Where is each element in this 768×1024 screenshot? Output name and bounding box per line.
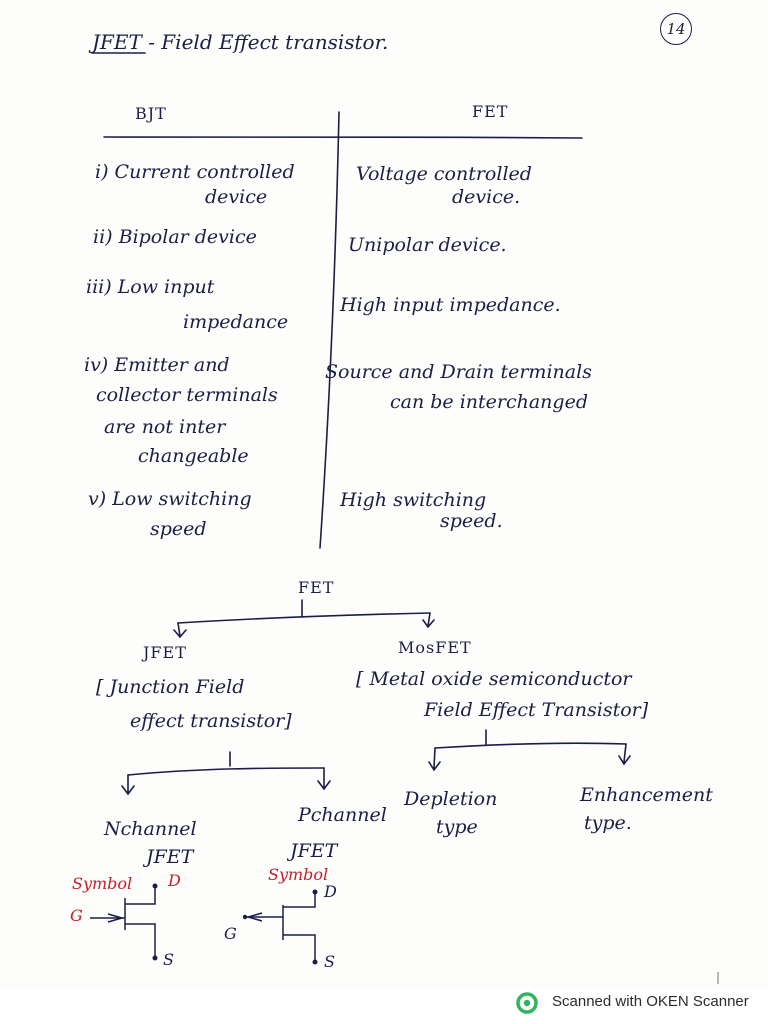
fet-row-2: Unipolar device. [348,234,507,256]
bjt-row-5-line-1: v) Low switching [88,488,252,510]
fet-row-1-line-1: Voltage controlled [356,163,532,185]
depletion-line-1: Depletion [404,788,498,810]
mosfet-full-line-2: Field Effect Transistor] [424,699,649,721]
pchannel-symbol [245,892,315,962]
mosfet-full-line-1: [ Metal oxide semiconductor [356,668,632,690]
jfet-full-line-1: [ Junction Field [96,676,245,698]
depletion-arrow [429,748,440,770]
mosfet-sub-bar [435,743,626,748]
nchannel-line-1: Nchannel [104,818,197,840]
tree-mosfet: MosFET [398,638,472,657]
bjt-row-3-line-2: impedance [183,311,289,333]
mosfet-arrow [423,613,434,627]
tree-root-fet: FET [298,578,335,597]
tree-jfet: JFET [143,643,187,662]
pchannel-arrow [318,768,330,789]
table-divider [320,112,339,548]
bjt-row-4-line-4: changeable [138,445,249,467]
nchannel-drain-label: D [168,871,181,890]
nchannel-symbol-label: Symbol [72,874,133,893]
pchannel-line-1: Pchannel [298,804,387,826]
depletion-line-2: type [436,816,478,838]
nchannel-arrow [122,775,134,794]
bjt-row-3-line-1: iii) Low input [86,276,215,298]
page-number: 14 [660,13,692,45]
enhancement-line-2: type. [584,812,632,834]
nchannel-gate-label: G [70,906,83,925]
pchannel-gate-label: G [224,924,237,943]
pchannel-symbol-label: Symbol [268,865,329,884]
pchannel-line-2: JFET [290,840,338,862]
bjt-row-1-line-1: i) Current controlled [95,161,295,183]
fet-row-3: High input impedance. [340,294,561,316]
header-fet: FET [472,102,509,121]
fet-row-4-line-1: Source and Drain terminals [325,361,592,383]
bjt-row-4-line-2: collector terminals [96,384,278,406]
nchannel-source-label: S [163,950,174,969]
pchannel-drain-label: D [324,882,337,901]
scanner-footer-text: Scanned with OKEN Scanner [552,993,749,1010]
jfet-sub-bar [128,768,324,775]
scanner-logo-icon [516,992,538,1014]
jfet-arrow [174,623,186,637]
fet-row-4-line-2: can be interchanged [390,391,588,413]
nchannel-symbol [90,886,155,958]
bjt-row-1-line-2: device [205,186,268,208]
bjt-row-2: ii) Bipolar device [93,226,257,248]
fet-row-5-line-1: High switching [340,489,487,511]
jfet-full-line-2: effect transistor] [130,710,292,732]
pchannel-source-label: S [324,952,335,971]
fet-bar [178,613,430,623]
enhancement-arrow [619,744,630,764]
header-bjt: BJT [135,104,167,123]
page-title: JFET - Field Effect transistor. [92,30,389,54]
bjt-row-4-line-3: are not inter [104,416,226,438]
bjt-row-4-line-1: iv) Emitter and [84,354,230,376]
fet-row-5-line-2: speed. [440,510,503,532]
table-header-rule [104,137,582,138]
nchannel-line-2: JFET [146,846,194,868]
bjt-row-5-line-2: speed [150,518,207,540]
fet-row-1-line-2: device. [452,186,521,208]
enhancement-line-1: Enhancement [580,784,713,806]
